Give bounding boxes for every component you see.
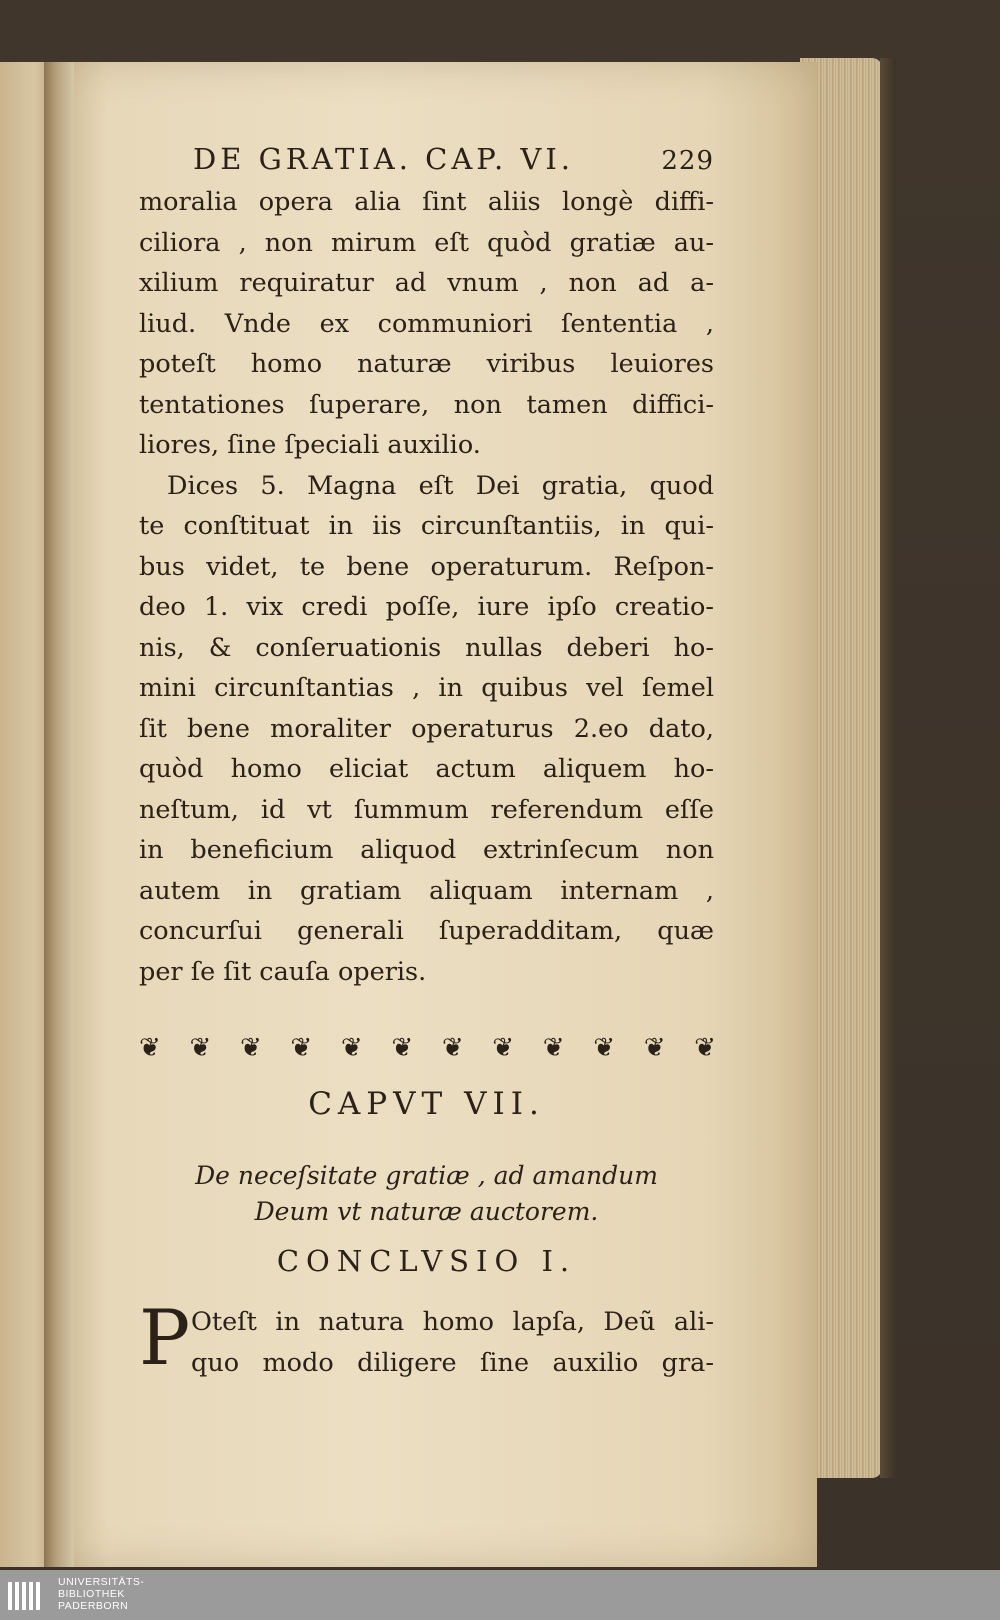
ornament-icon: ❦ (643, 1033, 664, 1063)
ornament-icon: ❦ (593, 1033, 614, 1063)
ornament-icon: ❦ (139, 1033, 159, 1063)
fore-edge-shadow (880, 58, 896, 1478)
text-line: bus videt, te bene operaturum. Reſpon- (139, 551, 714, 582)
book-gutter (44, 62, 74, 1567)
text-line: quòd homo eliciat actum aliquem ho- (139, 754, 714, 784)
chapter-title: CAPVT VII. (308, 1086, 545, 1122)
chapter-subtitle-line: De neceſsitate gratiæ , ad amandum (195, 1161, 658, 1190)
paragraph-continued (139, 182, 714, 466)
ornament-icon: ❦ (694, 1033, 714, 1063)
text-line: Oteſt in natura homo lapſa, Deũ ali- (191, 1307, 714, 1337)
library-logo-icon (6, 1578, 50, 1614)
text-line: in beneficium aliquod extrinſecum non (139, 835, 714, 865)
drop-cap: P (139, 1293, 191, 1382)
text-line: poteſt homo naturæ viribus leuiores (139, 349, 714, 379)
ornament-icon: ❦ (391, 1033, 412, 1063)
ornament-icon: ❦ (492, 1033, 513, 1063)
text-line: xilium requiratur ad vnum , non ad a- (139, 268, 714, 298)
library-name-line: UNIVERSITÄTS- (58, 1576, 145, 1588)
text-line: ſit bene moraliter operaturus 2.eo dato, (139, 713, 714, 744)
ornament-band (139, 1032, 714, 1064)
library-name-line: BIBLIOTHEK (58, 1588, 125, 1600)
text-line: nis, & conſeruationis nullas deberi ho- (139, 632, 714, 663)
ornament-icon: ❦ (340, 1033, 361, 1063)
page-text (139, 142, 714, 1383)
text-line: neſtum, id vt ſummum referendum eſſe (139, 794, 714, 825)
chapter-subtitle-line: Deum vt naturæ auctorem. (254, 1197, 599, 1226)
library-name (58, 1576, 144, 1612)
library-footer-bar (0, 1570, 1000, 1620)
text-line: ciliora , non mirum eſt quòd gratiæ au- (139, 227, 714, 258)
ornament-icon: ❦ (290, 1033, 311, 1063)
paragraph-conclusion (139, 1293, 714, 1383)
text-line: mini circunſtantias , in quibus vel ſemel (139, 673, 714, 703)
text-line: liores, ſine ſpeciali auxilio. (139, 430, 481, 460)
paragraph-dices (139, 466, 714, 993)
ornament-icon: ❦ (441, 1033, 462, 1063)
text-line: tentationes ſuperare, non tamen diffici- (139, 389, 714, 420)
page-number: 229 (661, 146, 714, 176)
text-line: quo modo diligere ſine auxilio gra- (191, 1347, 714, 1378)
text-line: liud. Vnde ex communiori ſententia , (139, 308, 714, 339)
text-line: te conſtituat in iis circunſtantiis, in qui- (139, 511, 714, 541)
text-line: moralia opera alia ſint aliis longè diffi- (139, 187, 714, 217)
library-name-line: PADERBORN (58, 1600, 129, 1612)
conclusion-heading: CONCLVSIO I. (276, 1244, 577, 1278)
text-line: concurſui generali ſuperadditam, quæ (139, 916, 714, 946)
text-line: deo 1. vix credi poſſe, iure ipſo creatio- (139, 592, 714, 622)
running-head-title: DE GRATIA. CAP. VI. (193, 142, 574, 176)
ornament-icon: ❦ (239, 1033, 260, 1063)
running-head (139, 142, 714, 182)
text-line: autem in gratiam aliquam internam , (139, 875, 714, 906)
text-line: per ſe ſit cauſa operis. (139, 956, 427, 987)
text-line: Dices 5. Magna eſt Dei gratia, quod (167, 470, 714, 501)
ornament-icon: ❦ (542, 1033, 563, 1063)
ornament-icon: ❦ (189, 1033, 210, 1063)
chapter-subtitle (139, 1158, 714, 1230)
